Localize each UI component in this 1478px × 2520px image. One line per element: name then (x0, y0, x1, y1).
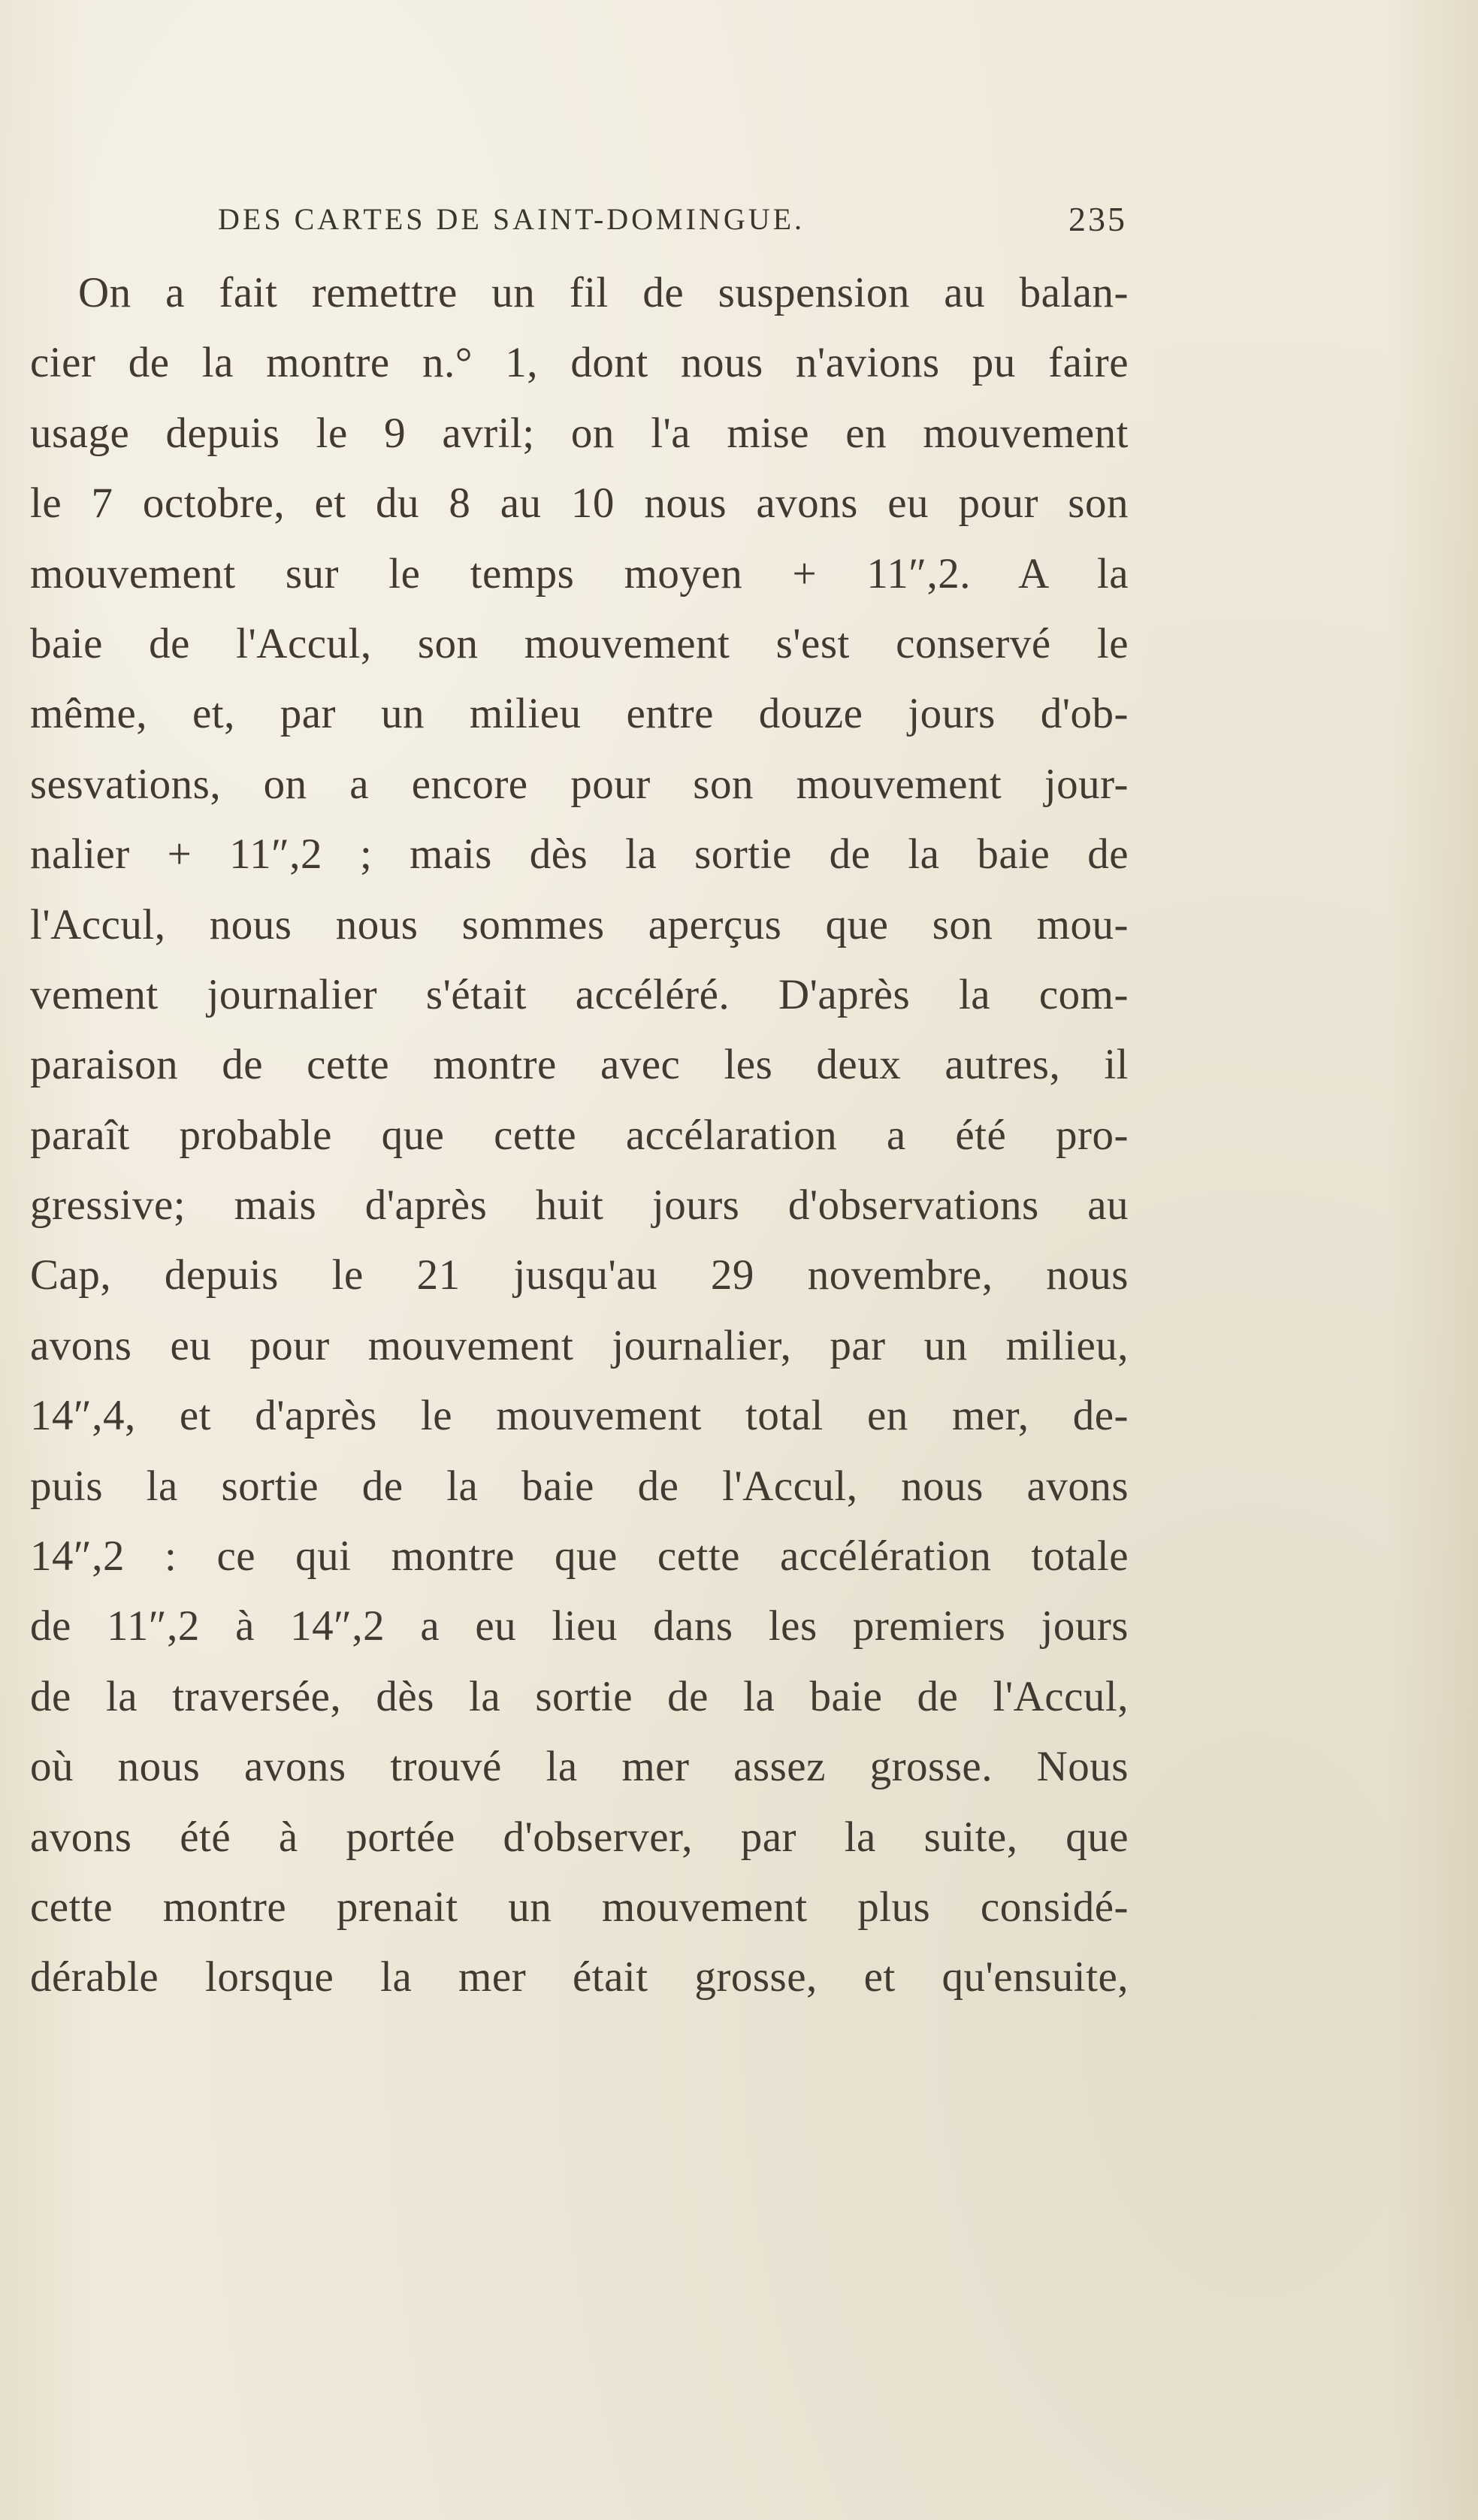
text-line: puis la sortie de la baie de l'Accul, nous avons (30, 1462, 1129, 1510)
text-line: nalier + 11″,2 ; mais dès la sortie de la baie de (30, 830, 1129, 879)
text-line: 14″,4, et d'après le mouvement total en mer, de- (30, 1392, 1129, 1440)
text-line: cette montre prenait un mouvement plus considé- (30, 1883, 1129, 1931)
text-line: de 11″,2 à 14″,2 a eu lieu dans les premiers jours (30, 1602, 1129, 1650)
text-line: où nous avons trouvé la mer assez grosse. Nous (30, 1743, 1129, 1791)
text-line: cier de la montre n.° 1, dont nous n'avions pu faire (30, 339, 1129, 387)
text-line: paraison de cette montre avec les deux autres, il (30, 1041, 1129, 1089)
text-line: sesvations, on a encore pour son mouvement jour- (30, 760, 1129, 808)
running-head (218, 197, 1127, 242)
page-number: 235 (1068, 200, 1127, 238)
running-title: DES CARTES DE SAINT-DOMINGUE. (218, 202, 805, 236)
text-line: baie de l'Accul, son mouvement s'est conservé le (30, 619, 1129, 667)
text-line: avons eu pour mouvement journalier, par un milieu, (30, 1321, 1129, 1369)
text-line: On a fait remettre un fil de suspension au balan- (78, 269, 1129, 316)
text-line: le 7 octobre, et du 8 au 10 nous avons eu pour son (30, 479, 1129, 528)
text-line: l'Accul, nous nous sommes aperçus que son mou- (30, 900, 1129, 948)
body-text (30, 258, 1129, 2013)
text-line: usage depuis le 9 avril; on l'a mise en mouvement (30, 409, 1129, 457)
text-line: de la traversée, dès la sortie de la baie de l'Accul, (30, 1672, 1129, 1720)
text-line: dérable lorsque la mer était grosse, et qu'ensuite, (30, 1953, 1129, 2001)
text-line: avons été à portée d'observer, par la suite, que (30, 1813, 1129, 1861)
text-line: paraît probable que cette accélaration a été pro- (30, 1111, 1129, 1159)
text-line: gressive; mais d'après huit jours d'observations au (30, 1181, 1129, 1230)
text-line: Cap, depuis le 21 jusqu'au 29 novembre, nous (30, 1251, 1129, 1299)
text-line: 14″,2 : ce qui montre que cette accélération totale (30, 1532, 1129, 1581)
text-line: mouvement sur le temps moyen + 11″,2. A la (30, 549, 1129, 597)
text-line: même, et, par un milieu entre douze jours d'ob- (30, 690, 1129, 738)
text-line: vement journalier s'était accéléré. D'après la com- (30, 970, 1129, 1018)
